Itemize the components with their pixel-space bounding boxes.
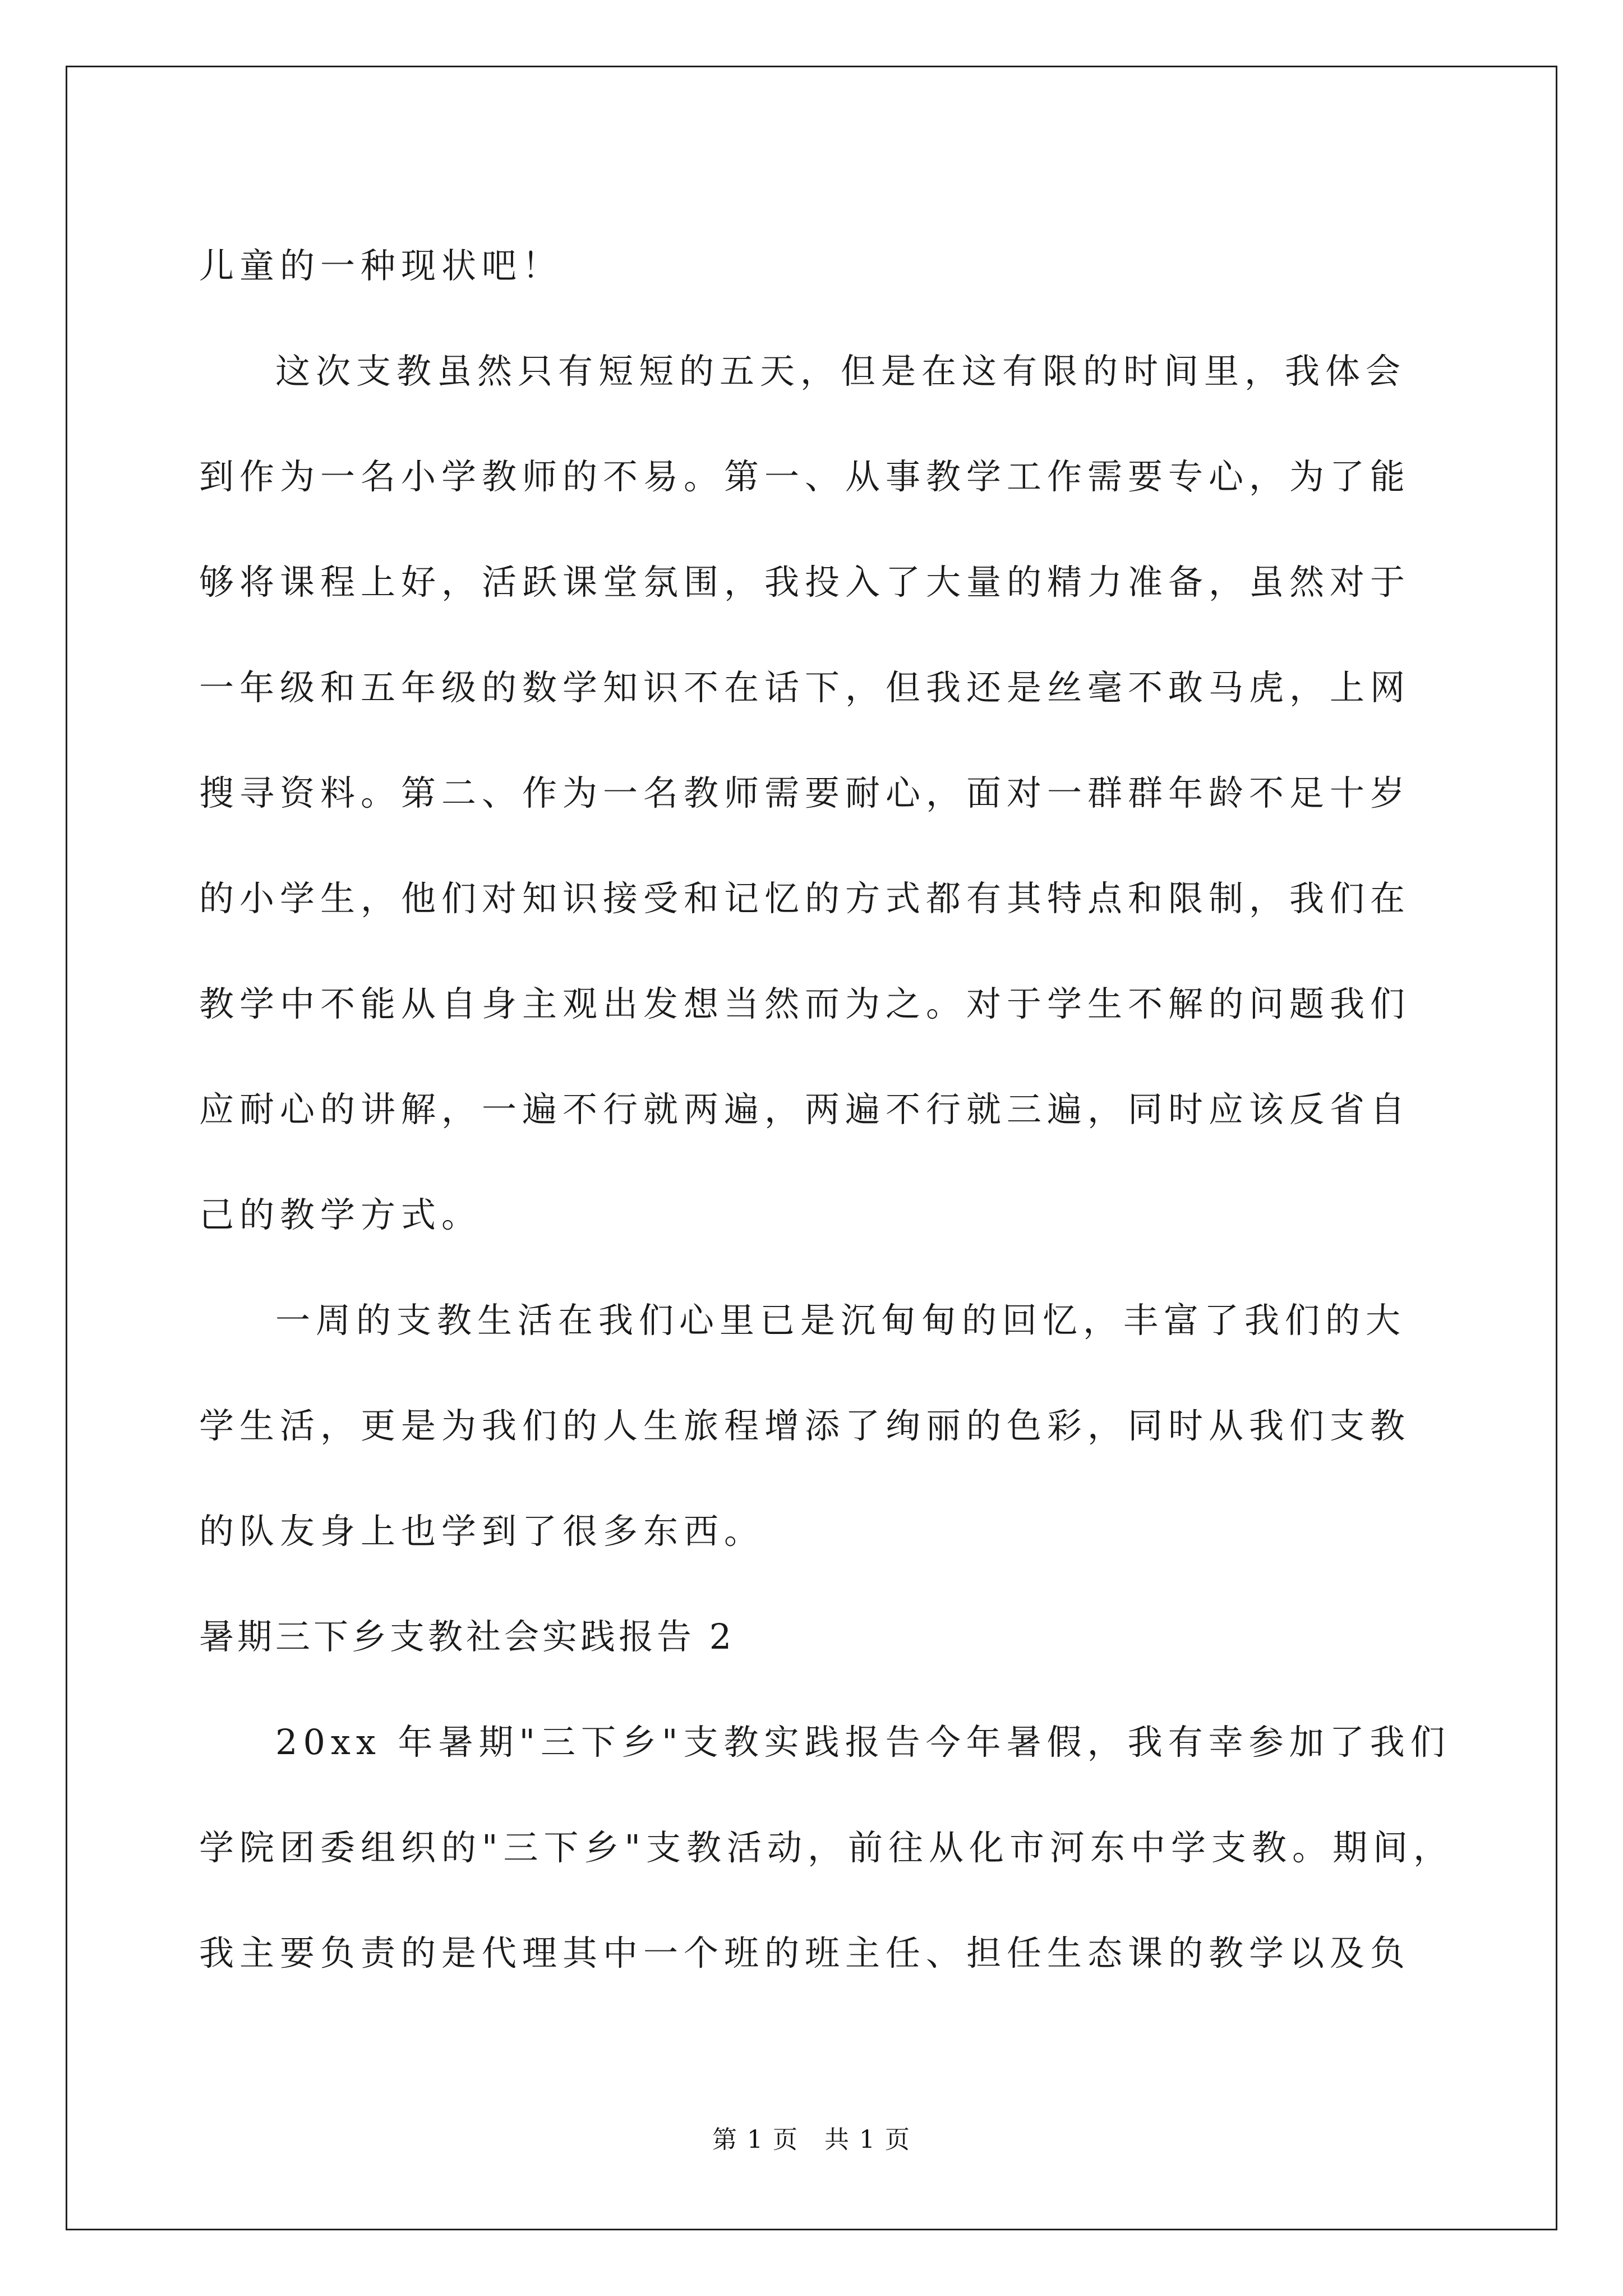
paragraph-start-line: 这次支教虽然只有短短的五天，但是在这有限的时间里，我体会 bbox=[275, 351, 1407, 392]
text-line: 己的教学方式。 bbox=[199, 1194, 482, 1235]
text-line: 应耐心的讲解，一遍不行就两遍，两遍不行就三遍，同时应该反省自 bbox=[199, 1089, 1411, 1130]
text-line: 一年级和五年级的数学知识不在话下，但我还是丝毫不敢马虎，上网 bbox=[199, 667, 1411, 708]
text-line: 的队友身上也学到了很多东西。 bbox=[199, 1511, 765, 1552]
paragraph-start-line: 一周的支教生活在我们心里已是沉甸甸的回忆，丰富了我们的大 bbox=[275, 1300, 1407, 1341]
text-line: 学院团委组织的"三下乡"支教活动，前往从化市河东中学支教。期间， bbox=[199, 1827, 1454, 1868]
text-line: 搜寻资料。第二、作为一名教师需要耐心，面对一群群年龄不足十岁 bbox=[199, 772, 1411, 813]
text-line: 学生活，更是为我们的人生旅程增添了绚丽的色彩，同时从我们支教 bbox=[199, 1405, 1411, 1446]
text-line: 我主要负责的是代理其中一个班的班主任、担任生态课的教学以及负 bbox=[199, 1932, 1411, 1973]
text-line: 教学中不能从自身主观出发想当然而为之。对于学生不解的问题我们 bbox=[199, 983, 1411, 1024]
text-line: 够将课程上好，活跃课堂氛围，我投入了大量的精力准备，虽然对于 bbox=[199, 562, 1411, 602]
document-body bbox=[199, 213, 1454, 2006]
paragraph-start-line: 20xx 年暑期"三下乡"支教实践报告今年暑假，我有幸参加了我们 bbox=[275, 1722, 1451, 1763]
text-line: 儿童的一种现状吧！ bbox=[199, 245, 563, 286]
page-number-footer: 第 1 页 共 1 页 bbox=[712, 2125, 911, 2154]
section-heading: 暑期三下乡支教社会实践报告 2 bbox=[199, 1616, 735, 1657]
text-line: 到作为一名小学教师的不易。第一、从事教学工作需要专心，为了能 bbox=[199, 456, 1411, 497]
text-line: 的小学生，他们对知识接受和记忆的方式都有其特点和限制，我们在 bbox=[199, 878, 1411, 919]
